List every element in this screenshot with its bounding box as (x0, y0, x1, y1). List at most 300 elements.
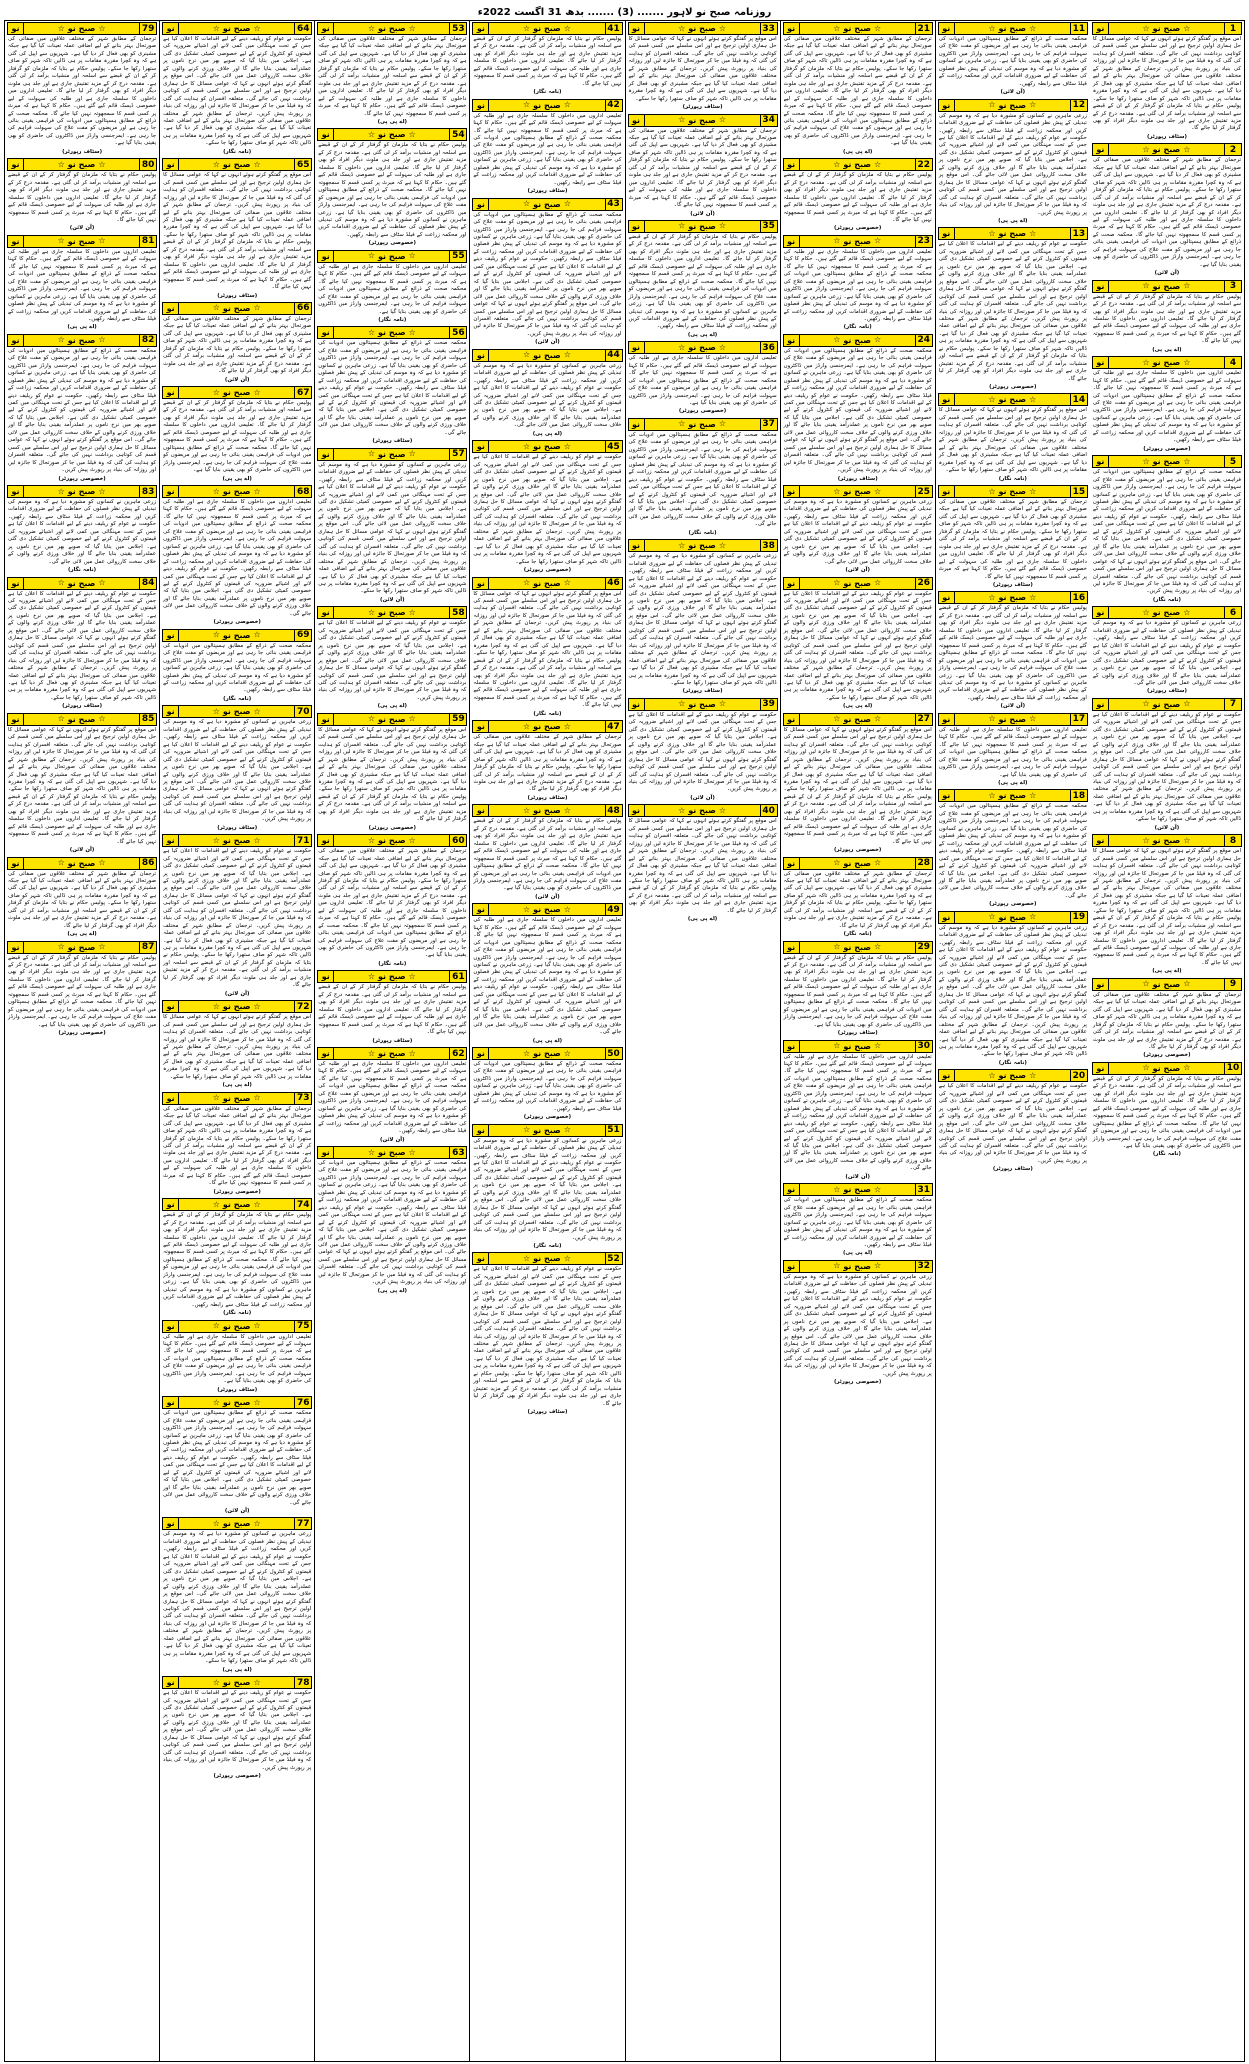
article-number: 75 (294, 1321, 311, 1332)
article-brand-label: صبح نو (67, 487, 96, 497)
article-brand-label: صبح نو (378, 449, 406, 459)
article (472, 1252, 622, 1416)
article-signature: (اے پی پی) (998, 779, 1028, 786)
article-header[interactable] (162, 158, 312, 171)
article-header[interactable] (7, 22, 157, 35)
star-icon: ☆ (212, 706, 220, 716)
article-signature: (خصوصی رپورٹر) (58, 1030, 106, 1037)
article-brand-label: صبح نو (843, 1041, 871, 1051)
article-tail-label: نو (1093, 23, 1109, 34)
article-number: 5 (1224, 456, 1241, 467)
article-header[interactable] (162, 386, 312, 399)
article-header[interactable] (472, 577, 622, 590)
star-icon: ☆ (212, 1001, 220, 1011)
article-brand-label: صبح نو (222, 1398, 251, 1408)
article-number: 55 (449, 251, 466, 262)
star-icon: ☆ (873, 714, 882, 724)
star-icon: ☆ (212, 159, 220, 169)
article-number: 71 (294, 835, 311, 846)
star-icon: ☆ (988, 790, 996, 800)
article-tail-label: نو (318, 1048, 334, 1059)
article-header[interactable] (7, 577, 157, 590)
article-brand-label: صبح نو (378, 251, 406, 261)
article-tail-label: نو (8, 159, 24, 170)
article-header[interactable] (472, 440, 622, 453)
article-header[interactable] (472, 349, 622, 362)
article (938, 911, 1088, 1068)
star-icon: ☆ (98, 714, 106, 724)
star-icon: ☆ (833, 1184, 841, 1194)
article-header[interactable] (1092, 22, 1242, 35)
article-header[interactable] (162, 1396, 312, 1409)
article-brand-label: صبح نو (1152, 281, 1181, 291)
star-icon: ☆ (98, 23, 106, 33)
article-header[interactable] (472, 903, 622, 916)
article-number: 77 (294, 1518, 311, 1529)
article-brand-strip (955, 486, 1070, 497)
article-header[interactable] (783, 1040, 933, 1053)
article-body: محکمہ صحت کے ذرائع کے مطابق ہسپتالوں میں ادویات کی فراہمی یقینی بنائی جا رہی ہے اور مریضوں کو مفت علاج کی سہولت فراہم کی جا رہی ہے۔ ایمرجنسی وارڈز میں ڈاکٹروں کی حاضری کو بھی یقینی بنایا گیا ہے۔ زرعی ماہرین نے کسانوں کو مشورہ دیا ہے کہ وہ موسم کی تبدیلی کے پیش نظر فصلوں کی حفاظت کے لیے ضروری اقدامات کریں اور محکمہ زراعت کے فیلڈ سٹاف سے رابطہ رکھیں۔ (آن لائن) (938, 36, 1087, 96)
article-signature: (سٹاف رپورٹر) (682, 104, 723, 111)
article-number: 26 (915, 578, 932, 589)
star-icon: ☆ (718, 540, 727, 550)
article-body: ترجمان کے مطابق شہر کے مختلف علاقوں میں صفائی کی صورتحال بہتر بنانے کے لیے اضافی عملہ تعینات کیا گیا ہے جبکہ مشینری کو بھی فعال کر دیا گیا ہے۔ شہریوں سے اپیل کی گئی ہے کہ وہ کچرا مقررہ مقامات پر ہی ڈالیں تاکہ شہر کو صاف ستھرا رکھا جا سکے۔ پولیس حکام نے بتایا کہ ملزمان کو گرفتار کر کے ان کے قبضے سے اسلحہ اور منشیات برآمد کر لی گئی ہے۔ مقدمہ درج کر کے مزید تفتیش جاری ہے اور جلد ہی ملوث دیگر افراد کو بھی گرفتار کر لیا جائے گا۔ تعلیمی اداروں میں داخلوں کا سلسلہ جاری ہے اور طلبہ کی سہولت کے لیے خصوصی ڈیسک قائم کیے گئے ہیں۔ حکام کا کہنا ہے کہ میرٹ پر کسی قسم کا سمجھوتہ نہیں کیا جائے گا۔ (خصوصی رپورٹر) (163, 1105, 312, 1195)
article-header[interactable] (317, 22, 467, 35)
article-brand-label: صبح نو (533, 350, 561, 360)
article-tail-label: نو (8, 236, 24, 247)
article-header[interactable] (7, 941, 157, 954)
article-number: 21 (915, 23, 932, 34)
article-number: 72 (294, 1001, 311, 1012)
article-tail-label: نو (784, 858, 800, 869)
article-signature: (آن لائن) (224, 1508, 250, 1515)
article-header[interactable] (162, 22, 312, 35)
article-header[interactable] (317, 970, 467, 983)
article-signature: (اے پی پی) (687, 331, 718, 338)
article-header[interactable] (317, 713, 467, 726)
article-header[interactable] (472, 804, 622, 817)
star-icon: ☆ (367, 251, 376, 261)
article-header[interactable] (7, 158, 157, 171)
article-number: 7 (1224, 699, 1241, 710)
article-brand-strip (179, 835, 294, 846)
article-signature: (نامہ نگار) (533, 1242, 562, 1249)
article-header[interactable] (938, 99, 1088, 112)
article-brand-strip (1109, 357, 1224, 368)
article-body: ترجمان کے مطابق شہر کے مختلف علاقوں میں صفائی کی صورتحال بہتر بنانے کے لیے اضافی عملہ تعینات کیا گیا ہے جبکہ مشینری کو بھی فعال کر دیا گیا ہے۔ شہریوں سے اپیل کی گئی ہے کہ وہ کچرا مقررہ مقامات پر ہی ڈالیں تاکہ شہر کو صاف ستھرا رکھا جا سکے۔ پولیس حکام نے بتایا کہ ملزمان کو گرفتار کر کے ان کے قبضے سے اسلحہ اور منشیات برآمد کر لی گئی ہے۔ مقدمہ درج کر کے مزید تفتیش جاری ہے اور جلد ہی ملوث دیگر افراد کو بھی گرفتار کر لیا جائے گا۔ تعلیمی اداروں میں داخلوں کا سلسلہ جاری ہے اور طلبہ کی سہولت کے لیے خصوصی ڈیسک قائم کیے گئے ہیں۔ حکام کا کہنا ہے کہ میرٹ پر کسی قسم کا سمجھوتہ نہیں کیا جائے گا۔ (اے پی پی) (318, 36, 467, 125)
star-icon: ☆ (57, 236, 65, 246)
article-brand-strip (489, 721, 604, 732)
article-header[interactable] (317, 606, 467, 619)
star-icon: ☆ (1029, 790, 1037, 800)
article-brand-label: صبح نو (67, 160, 96, 170)
article-header[interactable] (628, 698, 778, 711)
article-header[interactable] (938, 789, 1088, 802)
article-brand-label: صبح نو (378, 608, 406, 618)
article (317, 970, 467, 1045)
article-header[interactable] (628, 418, 778, 431)
article-header[interactable] (162, 629, 312, 642)
star-icon: ☆ (212, 23, 220, 33)
article-header[interactable] (1092, 1062, 1242, 1075)
article-brand-strip (955, 592, 1070, 603)
article-header[interactable] (1092, 356, 1242, 369)
article-tail-label: نو (473, 1253, 489, 1264)
article-signature: (نامہ نگار) (533, 710, 562, 717)
article-number: 74 (294, 1199, 311, 1210)
article-brand-label: صبح نو (688, 343, 716, 353)
article-header[interactable] (162, 1676, 312, 1689)
article-brand-strip (489, 805, 604, 816)
article-brand-label: صبح نو (222, 1321, 251, 1331)
article-header[interactable] (7, 713, 157, 726)
article-header[interactable] (938, 22, 1088, 35)
article-header[interactable] (162, 705, 312, 718)
article-header[interactable] (472, 1252, 622, 1265)
article-signature: (آن لائن) (690, 794, 715, 801)
article-brand-strip (334, 714, 449, 725)
article-number: 11 (1070, 23, 1087, 34)
article-body: ترجمان کے مطابق شہر کے مختلف علاقوں میں صفائی کی صورتحال بہتر بنانے کے لیے اضافی عملہ تعینات کیا گیا ہے جبکہ مشینری کو بھی فعال کر دیا گیا ہے۔ شہریوں سے اپیل کی گئی ہے کہ وہ کچرا مقررہ مقامات پر ہی ڈالیں تاکہ شہر کو صاف ستھرا رکھا جا سکے۔ پولیس حکام نے بتایا کہ ملزمان کو گرفتار کر کے ان کے قبضے سے اسلحہ اور منشیات برآمد کر لی گئی ہے۔ مقدمہ درج کر کے مزید تفتیش جاری ہے اور جلد ہی ملوث دیگر افراد کو بھی گرفتار کر لیا جائے گا۔ تعلیمی اداروں میں داخلوں کا سلسلہ جاری ہے اور طلبہ کی سہولت کے لیے خصوصی ڈیسک قائم کیے گئے ہیں۔ حکام کا کہنا ہے کہ میرٹ پر کسی قسم کا سمجھوتہ نہیں کیا جائے گا۔ (آن لائن) (628, 127, 777, 217)
article-header[interactable] (472, 1047, 622, 1060)
article-header[interactable] (1092, 455, 1242, 468)
article-header[interactable] (7, 485, 157, 498)
article-brand-strip (334, 1048, 449, 1059)
article-tail-label: نو (1093, 281, 1109, 292)
article-body: ترجمان کے مطابق شہر کے مختلف علاقوں میں صفائی کی صورتحال بہتر بنانے کے لیے اضافی عملہ تعینات کیا گیا ہے جبکہ مشینری کو بھی فعال کر دیا گیا ہے۔ شہریوں سے اپیل کی گئی ہے کہ وہ کچرا مقررہ مقامات پر ہی ڈالیں تاکہ شہر کو صاف ستھرا رکھا جا سکے۔ پولیس حکام نے بتایا کہ ملزمان کو گرفتار کر کے ان کے قبضے سے اسلحہ اور منشیات برآمد کر لی گئی ہے۔ مقدمہ درج کر کے مزید تفتیش جاری ہے اور جلد ہی ملوث دیگر افراد کو بھی گرفتار کر لیا جائے گا۔ (سٹاف رپورٹر) (473, 734, 622, 801)
article-signature: (اے پی پی) (1152, 968, 1182, 975)
article-header[interactable] (1092, 834, 1242, 847)
article (162, 1517, 312, 1674)
article-tail-label: نو (163, 159, 179, 170)
article-body: اس موقع پر گفتگو کرتے ہوئے انہوں نے کہا کہ عوامی مسائل کا حل ہماری اولین ترجیح ہے اور اس سلسلے میں کسی قسم کی کوتاہی برداشت نہیں کی جائے گی۔ متعلقہ افسران کو ہدایت کی گئی کہ وہ فیلڈ میں جا کر صورتحال کا جائزہ لیں اور روزانہ کی بنیاد پر رپورٹ پیش کریں۔ ترجمان کے مطابق شہر کے مختلف علاقوں میں صفائی کی صورتحال بہتر بنانے کے لیے اضافی عملہ تعینات کیا گیا ہے جبکہ مشینری کو بھی فعال کر دیا گیا ہے۔ شہریوں سے اپیل کی گئی ہے کہ وہ کچرا مقررہ مقامات پر ہی ڈالیں تاکہ شہر کو صاف ستھرا رکھا جا سکے۔ پولیس حکام نے بتایا کہ ملزمان کو گرفتار کر کے ان کے قبضے سے اسلحہ اور منشیات برآمد کر لی گئی ہے۔ مقدمہ درج کر کے مزید تفتیش جاری ہے اور جلد ہی ملوث دیگر افراد کو بھی گرفتار کر لیا جائے گا۔ تعلیمی اداروں میں داخلوں کا سلسلہ جاری ہے اور طلبہ کی سہولت کے لیے خصوصی ڈیسک قائم کیے گئے ہیں۔ حکام کا کہنا ہے کہ میرٹ پر کسی قسم کا سمجھوتہ نہیں کیا جائے گا۔ (اے پی پی) (1092, 848, 1241, 975)
star-icon: ☆ (1183, 835, 1191, 845)
article-header[interactable] (162, 1320, 312, 1333)
article (472, 440, 622, 574)
article (938, 789, 1088, 908)
article (317, 250, 467, 325)
article-brand-label: صبح نو (533, 905, 561, 915)
article-header[interactable] (472, 720, 622, 733)
star-icon: ☆ (1183, 281, 1191, 291)
article-tail-label: نو (939, 912, 955, 923)
article-header[interactable] (317, 448, 467, 461)
article-tail-label: نو (1093, 979, 1109, 990)
article-brand-label: صبح نو (998, 24, 1027, 33)
col-2 (935, 21, 1090, 2061)
article-signature: (اے پی پی) (222, 1082, 252, 1089)
article-header[interactable] (628, 220, 778, 233)
star-icon: ☆ (1183, 979, 1191, 989)
article-number: 78 (294, 1677, 311, 1688)
article-brand-label: صبح نو (533, 1254, 561, 1264)
article-header[interactable] (783, 857, 933, 870)
article-brand-strip (955, 714, 1070, 725)
article (628, 418, 778, 537)
article-header[interactable] (783, 713, 933, 726)
star-icon: ☆ (522, 721, 531, 731)
article-body: اس موقع پر گفتگو کرتے ہوئے انہوں نے کہا کہ عوامی مسائل کا حل ہماری اولین ترجیح ہے اور اس سلسلے میں کسی قسم کی کوتاہی برداشت نہیں کی جائے گی۔ متعلقہ افسران کو ہدایت کی گئی کہ وہ فیلڈ میں جا کر صورتحال کا جائزہ لیں اور روزانہ کی بنیاد پر رپورٹ پیش کریں۔ ترجمان کے مطابق شہر کے مختلف علاقوں میں صفائی کی صورتحال بہتر بنانے کے لیے اضافی عملہ تعینات کیا گیا ہے جبکہ مشینری کو بھی فعال کر دیا گیا ہے۔ شہریوں سے اپیل کی گئی ہے کہ وہ کچرا مقررہ مقامات پر ہی ڈالیں تاکہ شہر کو صاف ستھرا رکھا جا سکے۔ (سٹاف رپورٹر) (628, 36, 777, 111)
col-5 (469, 21, 624, 2061)
article-header[interactable] (317, 834, 467, 847)
article-header[interactable] (317, 128, 467, 141)
article (162, 1396, 312, 1515)
article-header[interactable] (162, 1000, 312, 1013)
article-header[interactable] (7, 857, 157, 870)
article-body: ترجمان کے مطابق شہر کے مختلف علاقوں میں صفائی کی صورتحال بہتر بنانے کے لیے اضافی عملہ تعینات کیا گیا ہے جبکہ مشینری کو بھی فعال کر دیا گیا ہے۔ شہریوں سے اپیل کی گئی ہے کہ وہ کچرا مقررہ مقامات پر ہی ڈالیں تاکہ شہر کو صاف ستھرا رکھا جا سکے۔ پولیس حکام نے بتایا کہ ملزمان کو گرفتار کر کے ان کے قبضے سے اسلحہ اور منشیات برآمد کر لی گئی ہے۔ مقدمہ درج کر کے مزید تفتیش جاری ہے اور جلد ہی ملوث دیگر افراد کو بھی گرفتار کر لیا جائے گا۔ (خصوصی رپورٹر) (1092, 991, 1241, 1059)
article-number: 31 (915, 1184, 932, 1195)
article-signature: (خصوصی رپورٹر) (1143, 1052, 1191, 1059)
star-icon: ☆ (522, 350, 531, 360)
article-header[interactable] (162, 1092, 312, 1105)
article-header[interactable] (938, 591, 1088, 604)
article (1092, 698, 1242, 832)
star-icon: ☆ (678, 805, 686, 815)
article-brand-label: صبح نو (378, 130, 406, 140)
article-header[interactable] (783, 1183, 933, 1196)
article-signature: (اے پی پی) (532, 1037, 563, 1044)
star-icon: ☆ (563, 904, 571, 914)
article-header[interactable] (938, 227, 1088, 240)
article-header[interactable] (162, 1198, 312, 1211)
article-header[interactable] (783, 158, 933, 171)
article-tail-label: نو (939, 23, 955, 34)
article-body: پولیس حکام نے بتایا کہ ملزمان کو گرفتار کر کے ان کے قبضے سے اسلحہ اور منشیات برآمد کر لی گئی ہے۔ مقدمہ درج کر کے مزید تفتیش جاری ہے اور جلد ہی ملوث دیگر افراد کو بھی گرفتار کر لیا جائے گا۔ تعلیمی اداروں میں داخلوں کا سلسلہ جاری ہے اور طلبہ کی سہولت کے لیے خصوصی ڈیسک قائم کیے گئے ہیں۔ حکام کا کہنا ہے کہ میرٹ پر کسی قسم کا سمجھوتہ نہیں کیا جائے گا۔ محکمہ صحت کے ذرائع کے مطابق ہسپتالوں میں ادویات کی فراہمی یقینی بنائی جا رہی ہے اور مریضوں کو مفت علاج کی سہولت فراہم کی جا رہی ہے۔ ایمرجنسی وارڈز میں ڈاکٹروں کی حاضری کو بھی یقینی بنایا گیا ہے۔ زرعی ماہرین نے کسانوں کو مشورہ دیا ہے کہ وہ موسم کی تبدیلی کے پیش نظر فصلوں کی حفاظت کے لیے ضروری اقدامات کریں اور محکمہ زراعت کے فیلڈ سٹاف سے رابطہ رکھیں۔ (آن لائن) (938, 605, 1087, 710)
article-tail-label: نو (629, 699, 645, 710)
article-tail-label: نو (473, 721, 489, 732)
article-header[interactable] (472, 198, 622, 211)
article-tail-label: نو (784, 1041, 800, 1052)
article-tail-label: نو (939, 394, 955, 405)
article-brand-strip (800, 714, 915, 725)
star-icon: ☆ (253, 1677, 261, 1687)
article-brand-label: صبح نو (998, 714, 1027, 724)
article-brand-strip (800, 1261, 915, 1272)
article-header[interactable] (628, 114, 778, 127)
article-number: 45 (605, 441, 622, 452)
article-body: پولیس حکام نے بتایا کہ ملزمان کو گرفتار کر کے ان کے قبضے سے اسلحہ اور منشیات برآمد کر لی گئی ہے۔ مقدمہ درج کر کے مزید تفتیش جاری ہے اور جلد ہی ملوث دیگر افراد کو بھی گرفتار کر لیا جائے گا۔ تعلیمی اداروں میں داخلوں کا سلسلہ جاری ہے اور طلبہ کی سہولت کے لیے خصوصی ڈیسک قائم کیے گئے ہیں۔ حکام کا کہنا ہے کہ میرٹ پر کسی قسم کا سمجھوتہ نہیں کیا جائے گا۔ محکمہ صحت کے ذرائع کے مطابق ہسپتالوں میں ادویات کی فراہمی یقینی بنائی جا رہی ہے اور مریضوں کو مفت علاج کی سہولت فراہم کی جا رہی ہے۔ ایمرجنسی وارڈز میں ڈاکٹروں کی حاضری کو بھی یقینی بنایا گیا ہے۔ (آن لائن) (473, 818, 622, 900)
article (162, 834, 312, 998)
article-body: پولیس حکام نے بتایا کہ ملزمان کو گرفتار کر کے ان کے قبضے سے اسلحہ اور منشیات برآمد کر لی گئی ہے۔ مقدمہ درج کر کے مزید تفتیش جاری ہے اور جلد ہی ملوث دیگر افراد کو بھی گرفتار کر لیا جائے گا۔ تعلیمی اداروں میں داخلوں کا سلسلہ جاری ہے اور طلبہ کی سہولت کے لیے خصوصی ڈیسک قائم کیے گئے ہیں۔ حکام کا کہنا ہے کہ میرٹ پر کسی قسم کا سمجھوتہ نہیں کیا جائے گا۔ محکمہ صحت کے ذرائع کے مطابق ہسپتالوں میں ادویات کی فراہمی یقینی بنائی جا رہی ہے اور مریضوں کو مفت علاج کی سہولت فراہم کی جا رہی ہے۔ ایمرجنسی وارڈز میں ڈاکٹروں کی حاضری کو بھی یقینی بنایا گیا ہے۔ (خصوصی رپورٹر) (8, 954, 157, 1037)
star-icon: ☆ (367, 971, 376, 981)
article (628, 341, 778, 416)
article (783, 857, 933, 939)
star-icon: ☆ (253, 23, 261, 33)
article-body: حکومت نے عوام کو ریلیف دینے کے لیے اقدامات کا اعلان کیا ہے جس کے تحت مہنگائی میں کمی لانے اور اشیائے ضروریہ کی قیمتوں کو کنٹرول کرنے کے لیے خصوصی کمیٹی تشکیل دی گئی ہے۔ اجلاس میں بتایا گیا کہ صوبے بھر میں نرخ ناموں پر عملدرآمد یقینی بنایا جائے گا اور خلاف ورزی کرنے والوں کے خلاف سخت کارروائی عمل میں لائی جائے گی۔ اس موقع پر گفتگو کرتے ہوئے انہوں نے کہا کہ عوامی مسائل کا حل ہماری اولین ترجیح ہے اور اس سلسلے میں کسی قسم کی کوتاہی برداشت نہیں کی جائے گی۔ متعلقہ افسران کو ہدایت کی گئی کہ وہ فیلڈ میں جا کر صورتحال کا جائزہ لیں اور روزانہ کی بنیاد پر رپورٹ پیش کریں۔ ترجمان کے مطابق شہر کے مختلف علاقوں میں صفائی کی صورتحال بہتر بنانے کے لیے اضافی عملہ تعینات کیا گیا ہے جبکہ مشینری کو بھی فعال کر دیا گیا ہے۔ شہریوں سے اپیل کی گئی ہے کہ وہ کچرا مقررہ مقامات پر ہی ڈالیں تاکہ شہر کو صاف ستھرا رکھا جا سکے۔ پولیس حکام نے بتایا کہ ملزمان کو گرفتار کر کے ان کے قبضے سے اسلحہ اور منشیات برآمد کر لی گئی ہے۔ مقدمہ درج کر کے مزید تفتیش جاری ہے اور جلد ہی ملوث دیگر افراد کو بھی گرفتار کر لیا جائے گا۔ (آن لائن) (163, 848, 312, 997)
article-header[interactable] (783, 235, 933, 248)
article-signature: (خصوصی رپورٹر) (213, 1773, 261, 1780)
article (1092, 22, 1242, 141)
article-header[interactable] (938, 911, 1088, 924)
article-header[interactable] (1092, 978, 1242, 991)
article-header[interactable] (783, 577, 933, 590)
article-signature: (آن لائن) (690, 210, 715, 217)
article-header[interactable] (472, 99, 622, 112)
article-body: ترجمان کے مطابق شہر کے مختلف علاقوں میں صفائی کی صورتحال بہتر بنانے کے لیے اضافی عملہ تعینات کیا گیا ہے جبکہ مشینری کو بھی فعال کر دیا گیا ہے۔ شہریوں سے اپیل کی گئی ہے کہ وہ کچرا مقررہ مقامات پر ہی ڈالیں تاکہ شہر کو صاف ستھرا رکھا جا سکے۔ پولیس حکام نے بتایا کہ ملزمان کو گرفتار کر کے ان کے قبضے سے اسلحہ اور منشیات برآمد کر لی گئی ہے۔ مقدمہ درج کر کے مزید تفتیش جاری ہے اور جلد ہی ملوث دیگر افراد کو بھی گرفتار کر لیا جائے گا۔ (اے پی پی) (8, 870, 157, 938)
article-brand-label: صبح نو (67, 578, 96, 588)
article-brand-label: صبح نو (998, 395, 1027, 405)
star-icon: ☆ (873, 1184, 882, 1194)
star-icon: ☆ (833, 942, 841, 952)
article-header[interactable] (783, 485, 933, 498)
article-header[interactable] (317, 1047, 467, 1060)
article-header[interactable] (317, 326, 467, 339)
article-header[interactable] (7, 334, 157, 347)
article-header[interactable] (938, 1069, 1088, 1082)
article-tail-label: نو (163, 1677, 179, 1688)
star-icon: ☆ (522, 199, 531, 209)
article-number: 70 (294, 706, 311, 717)
article-header[interactable] (472, 22, 622, 35)
article-header[interactable] (783, 1260, 933, 1273)
article-number: 19 (1070, 912, 1087, 923)
article (938, 713, 1088, 788)
article-header[interactable] (628, 22, 778, 35)
star-icon: ☆ (57, 578, 65, 588)
article-brand-label: صبح نو (688, 24, 716, 33)
star-icon: ☆ (57, 486, 65, 496)
article-number: 2 (1224, 144, 1241, 155)
article-body: محکمہ صحت کے ذرائع کے مطابق ہسپتالوں میں ادویات کی فراہمی یقینی بنائی جا رہی ہے اور مریضوں کو مفت علاج کی سہولت فراہم کی جا رہی ہے۔ ایمرجنسی وارڈز میں ڈاکٹروں کی حاضری کو بھی یقینی بنایا گیا ہے۔ زرعی ماہرین نے کسانوں کو مشورہ دیا ہے کہ وہ موسم کی تبدیلی کے پیش نظر فصلوں کی حفاظت کے لیے ضروری اقدامات کریں اور محکمہ زراعت کے فیلڈ سٹاف سے رابطہ رکھیں۔ حکومت نے عوام کو ریلیف دینے کے لیے اقدامات کا اعلان کیا ہے جس کے تحت مہنگائی میں کمی لانے اور اشیائے ضروریہ کی قیمتوں کو کنٹرول کرنے کے لیے خصوصی کمیٹی تشکیل دی گئی ہے۔ اجلاس میں بتایا گیا کہ صوبے بھر میں نرخ ناموں پر عملدرآمد یقینی بنایا جائے گا اور خلاف ورزی کرنے والوں کے خلاف سخت کارروائی عمل میں لائی جائے گی۔ اس موقع پر گفتگو کرتے ہوئے انہوں نے کہا کہ عوامی مسائل کا حل ہماری اولین ترجیح ہے اور اس سلسلے میں کسی قسم کی کوتاہی برداشت نہیں کی جائے گی۔ متعلقہ افسران کو ہدایت کی گئی کہ وہ فیلڈ میں جا کر صورتحال کا جائزہ لیں اور روزانہ کی بنیاد پر رپورٹ پیش کریں۔ (نامہ نگار) (1092, 469, 1241, 603)
star-icon: ☆ (1142, 1063, 1150, 1073)
article-header[interactable] (317, 1146, 467, 1159)
article-brand-strip (24, 858, 139, 869)
article (1092, 143, 1242, 277)
article-tail-label: نو (8, 858, 24, 869)
article-body: زرعی ماہرین نے کسانوں کو مشورہ دیا ہے کہ وہ موسم کی تبدیلی کے پیش نظر فصلوں کی حفاظت کے لیے ضروری اقدامات کریں اور محکمہ زراعت کے فیلڈ سٹاف سے رابطہ رکھیں۔ حکومت نے عوام کو ریلیف دینے کے لیے اقدامات کا اعلان کیا ہے جس کے تحت مہنگائی میں کمی لانے اور اشیائے ضروریہ کی قیمتوں کو کنٹرول کرنے کے لیے خصوصی کمیٹی تشکیل دی گئی ہے۔ اجلاس میں بتایا گیا کہ صوبے بھر میں نرخ ناموں پر عملدرآمد یقینی بنایا جائے گا اور خلاف ورزی کرنے والوں کے خلاف سخت کارروائی عمل میں لائی جائے گی۔ اس موقع پر گفتگو کرتے ہوئے انہوں نے کہا کہ عوامی مسائل کا حل ہماری اولین ترجیح ہے اور اس سلسلے میں کسی قسم کی کوتاہی برداشت نہیں کی جائے گی۔ متعلقہ افسران کو ہدایت کی گئی کہ وہ فیلڈ میں جا کر صورتحال کا جائزہ لیں اور روزانہ کی بنیاد پر رپورٹ پیش کریں۔ (سٹاف رپورٹر) (163, 719, 312, 831)
star-icon: ☆ (833, 159, 841, 169)
article-number: 66 (294, 303, 311, 314)
article-brand-label: صبح نو (67, 236, 96, 246)
article-signature: (آن لائن) (1000, 89, 1026, 96)
article-body: ترجمان کے مطابق شہر کے مختلف علاقوں میں صفائی کی صورتحال بہتر بنانے کے لیے اضافی عملہ تعینات کیا گیا ہے جبکہ مشینری کو بھی فعال کر دیا گیا ہے۔ شہریوں سے اپیل کی گئی ہے کہ وہ کچرا مقررہ مقامات پر ہی ڈالیں تاکہ شہر کو صاف ستھرا رکھا جا سکے۔ پولیس حکام نے بتایا کہ ملزمان کو گرفتار کر کے ان کے قبضے سے اسلحہ اور منشیات برآمد کر لی گئی ہے۔ مقدمہ درج کر کے مزید تفتیش جاری ہے اور جلد ہی ملوث دیگر افراد کو بھی گرفتار کر لیا جائے گا۔ تعلیمی اداروں میں داخلوں کا سلسلہ جاری ہے اور طلبہ کی سہولت کے لیے خصوصی ڈیسک قائم کیے گئے ہیں۔ حکام کا کہنا ہے کہ میرٹ پر کسی قسم کا سمجھوتہ نہیں کیا جائے گا۔ (سٹاف رپورٹر) (938, 499, 1087, 588)
article (783, 941, 933, 1038)
article-signature: (خصوصی رپورٹر) (523, 1114, 572, 1121)
article-number: 62 (449, 1048, 466, 1059)
article-body: تعلیمی اداروں میں داخلوں کا سلسلہ جاری ہے اور طلبہ کی سہولت کے لیے خصوصی ڈیسک قائم کیے گئے ہیں۔ حکام کا کہنا ہے کہ میرٹ پر کسی قسم کا سمجھوتہ نہیں کیا جائے گا۔ محکمہ صحت کے ذرائع کے مطابق ہسپتالوں میں ادویات کی فراہمی یقینی بنائی جا رہی ہے اور مریضوں کو مفت علاج کی سہولت فراہم کی جا رہی ہے۔ ایمرجنسی وارڈز میں ڈاکٹروں کی حاضری کو بھی یقینی بنایا گیا ہے۔ زرعی ماہرین نے کسانوں کو مشورہ دیا ہے کہ وہ موسم کی تبدیلی کے پیش نظر فصلوں کی حفاظت کے لیے ضروری اقدامات کریں اور محکمہ زراعت کے فیلڈ سٹاف سے رابطہ رکھیں۔ (سٹاف رپورٹر) (473, 112, 622, 195)
star-icon: ☆ (678, 699, 686, 709)
article-brand-label: صبح نو (1152, 699, 1181, 709)
article-header[interactable] (1092, 280, 1242, 293)
article-brand-label: صبح نو (843, 160, 871, 170)
article (1092, 455, 1242, 604)
article-brand-strip (1109, 23, 1224, 34)
article-header[interactable] (938, 485, 1088, 498)
article-number: 63 (449, 1147, 466, 1158)
article-number: 52 (605, 1253, 622, 1264)
article-tail-label: نو (784, 486, 800, 497)
article (472, 22, 622, 97)
article-brand-strip (334, 23, 449, 34)
star-icon: ☆ (367, 129, 376, 139)
star-icon: ☆ (408, 971, 416, 981)
article-number: 27 (915, 714, 932, 725)
article-header[interactable] (628, 804, 778, 817)
article-brand-strip (24, 578, 139, 589)
article-number: 59 (449, 714, 466, 725)
article-header[interactable] (7, 235, 157, 248)
article-number: 4 (1224, 357, 1241, 368)
article-brand-strip (179, 1677, 294, 1688)
star-icon: ☆ (522, 441, 531, 451)
article (7, 713, 157, 855)
article-brand-label: صبح نو (688, 699, 716, 709)
article-brand-strip (179, 1518, 294, 1529)
article-tail-label: نو (629, 23, 645, 34)
article (783, 1183, 933, 1258)
article-header[interactable] (938, 393, 1088, 406)
article-body: تعلیمی اداروں میں داخلوں کا سلسلہ جاری ہے اور طلبہ کی سہولت کے لیے خصوصی ڈیسک قائم کیے گئے ہیں۔ حکام کا کہنا ہے کہ میرٹ پر کسی قسم کا سمجھوتہ نہیں کیا جائے گا۔ محکمہ صحت کے ذرائع کے مطابق ہسپتالوں میں ادویات کی فراہمی یقینی بنائی جا رہی ہے اور مریضوں کو مفت علاج کی سہولت فراہم کی جا رہی ہے۔ ایمرجنسی وارڈز میں ڈاکٹروں کی حاضری کو بھی یقینی بنایا گیا ہے۔ زرعی ماہرین نے کسانوں کو مشورہ دیا ہے کہ وہ موسم کی تبدیلی کے پیش نظر فصلوں کی حفاظت کے لیے ضروری اقدامات کریں اور محکمہ زراعت کے فیلڈ سٹاف سے رابطہ رکھیں۔ حکومت نے عوام کو ریلیف دینے کے لیے اقدامات کا اعلان کیا ہے جس کے تحت مہنگائی میں کمی لانے اور اشیائے ضروریہ کی قیمتوں کو کنٹرول کرنے کے لیے خصوصی کمیٹی تشکیل دی گئی ہے۔ اجلاس میں بتایا گیا کہ صوبے بھر میں نرخ ناموں پر عملدرآمد یقینی بنایا جائے گا اور خلاف ورزی کرنے والوں کے خلاف سخت کارروائی عمل میں لائی جائے گی۔ (آن لائن) (783, 1053, 932, 1180)
article-brand-strip (955, 912, 1070, 923)
article (162, 1000, 312, 1090)
star-icon: ☆ (1029, 1070, 1037, 1080)
article-header[interactable] (628, 539, 778, 552)
article-header[interactable] (783, 22, 933, 35)
article-signature: (سٹاف رپورٹر) (837, 475, 878, 482)
article-tail-label: نو (8, 578, 24, 589)
article-number: 30 (915, 1041, 932, 1052)
article-number: 58 (449, 607, 466, 618)
article-header[interactable] (162, 302, 312, 315)
article-body: پولیس حکام نے بتایا کہ ملزمان کو گرفتار کر کے ان کے قبضے سے اسلحہ اور منشیات برآمد کر لی گئی ہے۔ مقدمہ درج کر کے مزید تفتیش جاری ہے اور جلد ہی ملوث دیگر افراد کو بھی گرفتار کر لیا جائے گا۔ تعلیمی اداروں میں داخلوں کا سلسلہ جاری ہے اور طلبہ کی سہولت کے لیے خصوصی ڈیسک قائم کیے گئے ہیں۔ حکام کا کہنا ہے کہ میرٹ پر کسی قسم کا سمجھوتہ نہیں کیا جائے گا۔ محکمہ صحت کے ذرائع کے مطابق ہسپتالوں میں ادویات کی فراہمی یقینی بنائی جا رہی ہے اور مریضوں کو مفت علاج کی سہولت فراہم کی جا رہی ہے۔ ایمرجنسی وارڈز میں ڈاکٹروں کی حاضری کو بھی یقینی بنایا گیا ہے۔ زرعی ماہرین نے کسانوں کو مشورہ دیا ہے کہ وہ موسم کی تبدیلی کے پیش نظر فصلوں کی حفاظت کے لیے ضروری اقدامات کریں اور محکمہ زراعت کے فیلڈ سٹاف سے رابطہ رکھیں۔ (اے پی پی) (628, 233, 777, 338)
article-signature: (سٹاف رپورٹر) (217, 292, 258, 299)
star-icon: ☆ (408, 835, 416, 845)
star-icon: ☆ (873, 942, 882, 952)
article-header[interactable] (1092, 606, 1242, 619)
article (162, 386, 312, 483)
col-3 (780, 21, 935, 2061)
star-icon: ☆ (718, 805, 727, 815)
article-brand-label: صبح نو (843, 578, 871, 588)
article-header[interactable] (783, 941, 933, 954)
article-body: حکومت نے عوام کو ریلیف دینے کے لیے اقدامات کا اعلان کیا ہے جس کے تحت مہنگائی میں کمی لانے اور اشیائے ضروریہ کی قیمتوں کو کنٹرول کرنے کے لیے خصوصی کمیٹی تشکیل دی گئی ہے۔ اجلاس میں بتایا گیا کہ صوبے بھر میں نرخ ناموں پر عملدرآمد یقینی بنایا جائے گا اور خلاف ورزی کرنے والوں کے خلاف سخت کارروائی عمل میں لائی جائے گی۔ اس موقع پر گفتگو کرتے ہوئے انہوں نے کہا کہ عوامی مسائل کا حل ہماری اولین ترجیح ہے اور اس سلسلے میں کسی قسم کی کوتاہی برداشت نہیں کی جائے گی۔ متعلقہ افسران کو ہدایت کی گئی کہ وہ فیلڈ میں جا کر صورتحال کا جائزہ لیں اور روزانہ کی بنیاد پر رپورٹ پیش کریں۔ (اے پی پی) (318, 620, 467, 710)
article-signature: (سٹاف رپورٹر) (217, 1386, 258, 1393)
star-icon: ☆ (212, 486, 220, 496)
article-number: 79 (139, 23, 156, 34)
article-tail-label: نو (318, 129, 334, 140)
article-signature: (سٹاف رپورٹر) (62, 148, 103, 155)
article-brand-strip (24, 23, 139, 34)
article-header[interactable] (162, 834, 312, 847)
article (7, 158, 157, 233)
article-header[interactable] (1092, 143, 1242, 156)
article (783, 235, 933, 332)
article-brand-label: صبح نو (1152, 24, 1181, 33)
article-body: تعلیمی اداروں میں داخلوں کا سلسلہ جاری ہے اور طلبہ کی سہولت کے لیے خصوصی ڈیسک قائم کیے گئے ہیں۔ حکام کا کہنا ہے کہ میرٹ پر کسی قسم کا سمجھوتہ نہیں کیا جائے گا۔ محکمہ صحت کے ذرائع کے مطابق ہسپتالوں میں ادویات کی فراہمی یقینی بنائی جا رہی ہے اور مریضوں کو مفت علاج کی سہولت فراہم کی جا رہی ہے۔ ایمرجنسی وارڈز میں ڈاکٹروں کی حاضری کو بھی یقینی بنایا گیا ہے۔ (خصوصی رپورٹر) (628, 355, 777, 415)
article-signature: (آن لائن) (1154, 824, 1180, 831)
article-number: 38 (760, 540, 777, 551)
article-header[interactable] (162, 1517, 312, 1530)
star-icon: ☆ (57, 942, 65, 952)
article-tail-label: نو (1093, 357, 1109, 368)
article (783, 334, 933, 483)
article (938, 22, 1088, 97)
article-header[interactable] (162, 485, 312, 498)
article-header[interactable] (628, 341, 778, 354)
article-brand-label: صبح نو (1152, 1063, 1181, 1073)
article-header[interactable] (783, 334, 933, 347)
article-header[interactable] (1092, 698, 1242, 711)
article-brand-label: صبح نو (688, 541, 716, 551)
article-brand-label: صبح نو (998, 1071, 1027, 1081)
article-header[interactable] (317, 250, 467, 263)
star-icon: ☆ (98, 942, 106, 952)
article-header[interactable] (938, 713, 1088, 726)
article-brand-strip (179, 23, 294, 34)
article-header[interactable] (472, 1124, 622, 1137)
article-tail-label: نو (318, 607, 334, 618)
article-signature: (اے پی پی) (67, 931, 97, 938)
